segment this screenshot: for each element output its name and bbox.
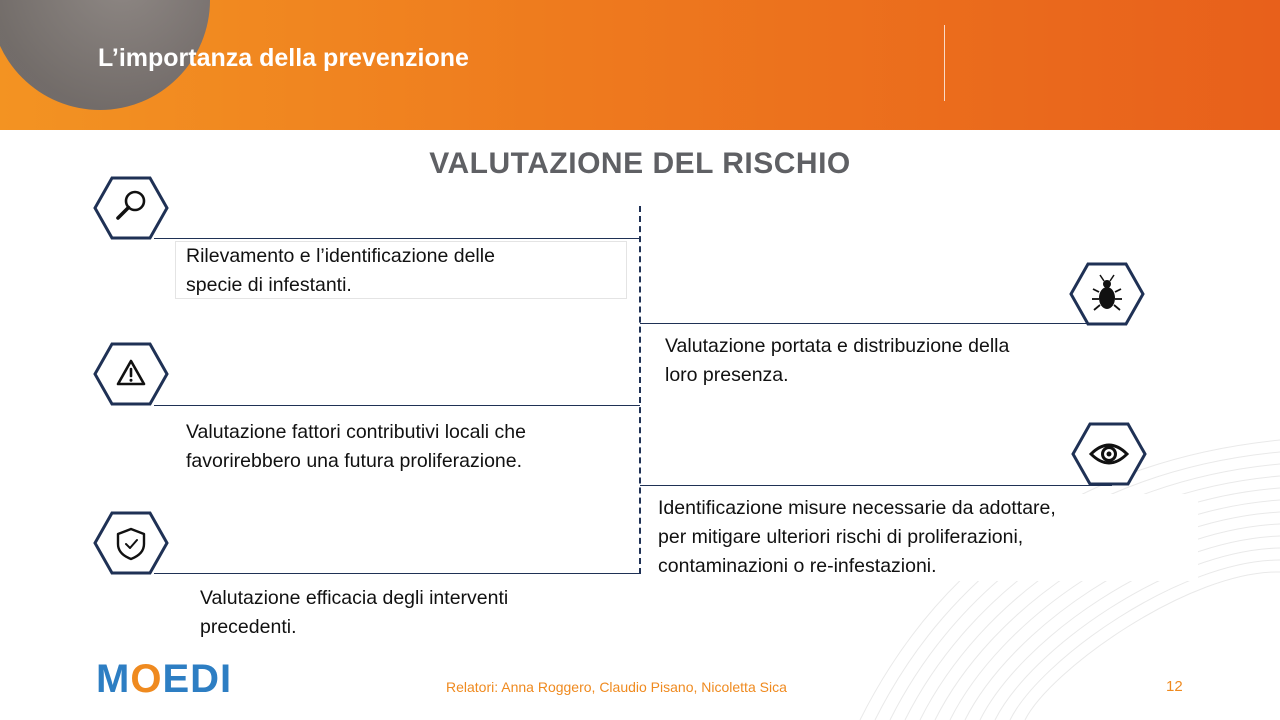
header-divider	[944, 25, 945, 101]
item-text-3	[186, 418, 626, 476]
item-4-line-2: per mitigare ulteriori rischi di proliferazioni,	[658, 526, 1024, 548]
page-number: 12	[1166, 678, 1183, 695]
item-text-5	[200, 584, 630, 642]
item-1-line-1: Rilevamento e l’identificazione delle	[186, 245, 495, 267]
logo-o: O	[130, 657, 163, 701]
hexagon-magnifier	[93, 176, 169, 240]
speakers-footer: Relatori: Anna Roggero, Claudio Pisano, Nicoletta Sica	[446, 679, 787, 695]
hexagon-eye	[1071, 422, 1147, 486]
connector-line-3	[154, 405, 640, 406]
connector-line-2	[640, 323, 1110, 324]
hexagon-warning	[93, 342, 169, 406]
item-1-line-2: specie di infestanti.	[186, 274, 352, 296]
logo-m: M	[96, 657, 131, 701]
item-3-line-2: favorirebbero una futura proliferazione.	[186, 450, 523, 472]
logo-edi: EDI	[162, 657, 233, 701]
timeline-center-line	[639, 206, 641, 574]
item-4-line-3: contaminazioni o re-infestazioni.	[658, 555, 937, 577]
slide-title: VALUTAZIONE DEL RISCHIO	[429, 147, 851, 180]
header-title: L’importanza della prevenzione	[98, 44, 469, 72]
item-text-4	[648, 494, 1198, 581]
item-5-line-2: precedenti.	[200, 616, 297, 638]
header-banner	[0, 0, 1280, 130]
item-text-2	[665, 332, 1125, 390]
item-2-line-1: Valutazione portata e distribuzione della	[665, 335, 1010, 357]
connector-line-1	[154, 238, 640, 239]
hexagon-shield	[93, 511, 169, 575]
item-3-line-1: Valutazione fattori contributivi locali che	[186, 421, 526, 443]
item-4-line-1: Identificazione misure necessarie da adottare,	[658, 497, 1056, 519]
item-2-line-2: loro presenza.	[665, 364, 789, 386]
item-text-1	[175, 241, 627, 299]
connector-line-5	[154, 573, 640, 574]
item-5-line-1: Valutazione efficacia degli interventi	[200, 587, 509, 609]
hexagon-bug	[1069, 262, 1145, 326]
connector-line-4	[640, 485, 1112, 486]
moedi-logo	[96, 657, 232, 699]
